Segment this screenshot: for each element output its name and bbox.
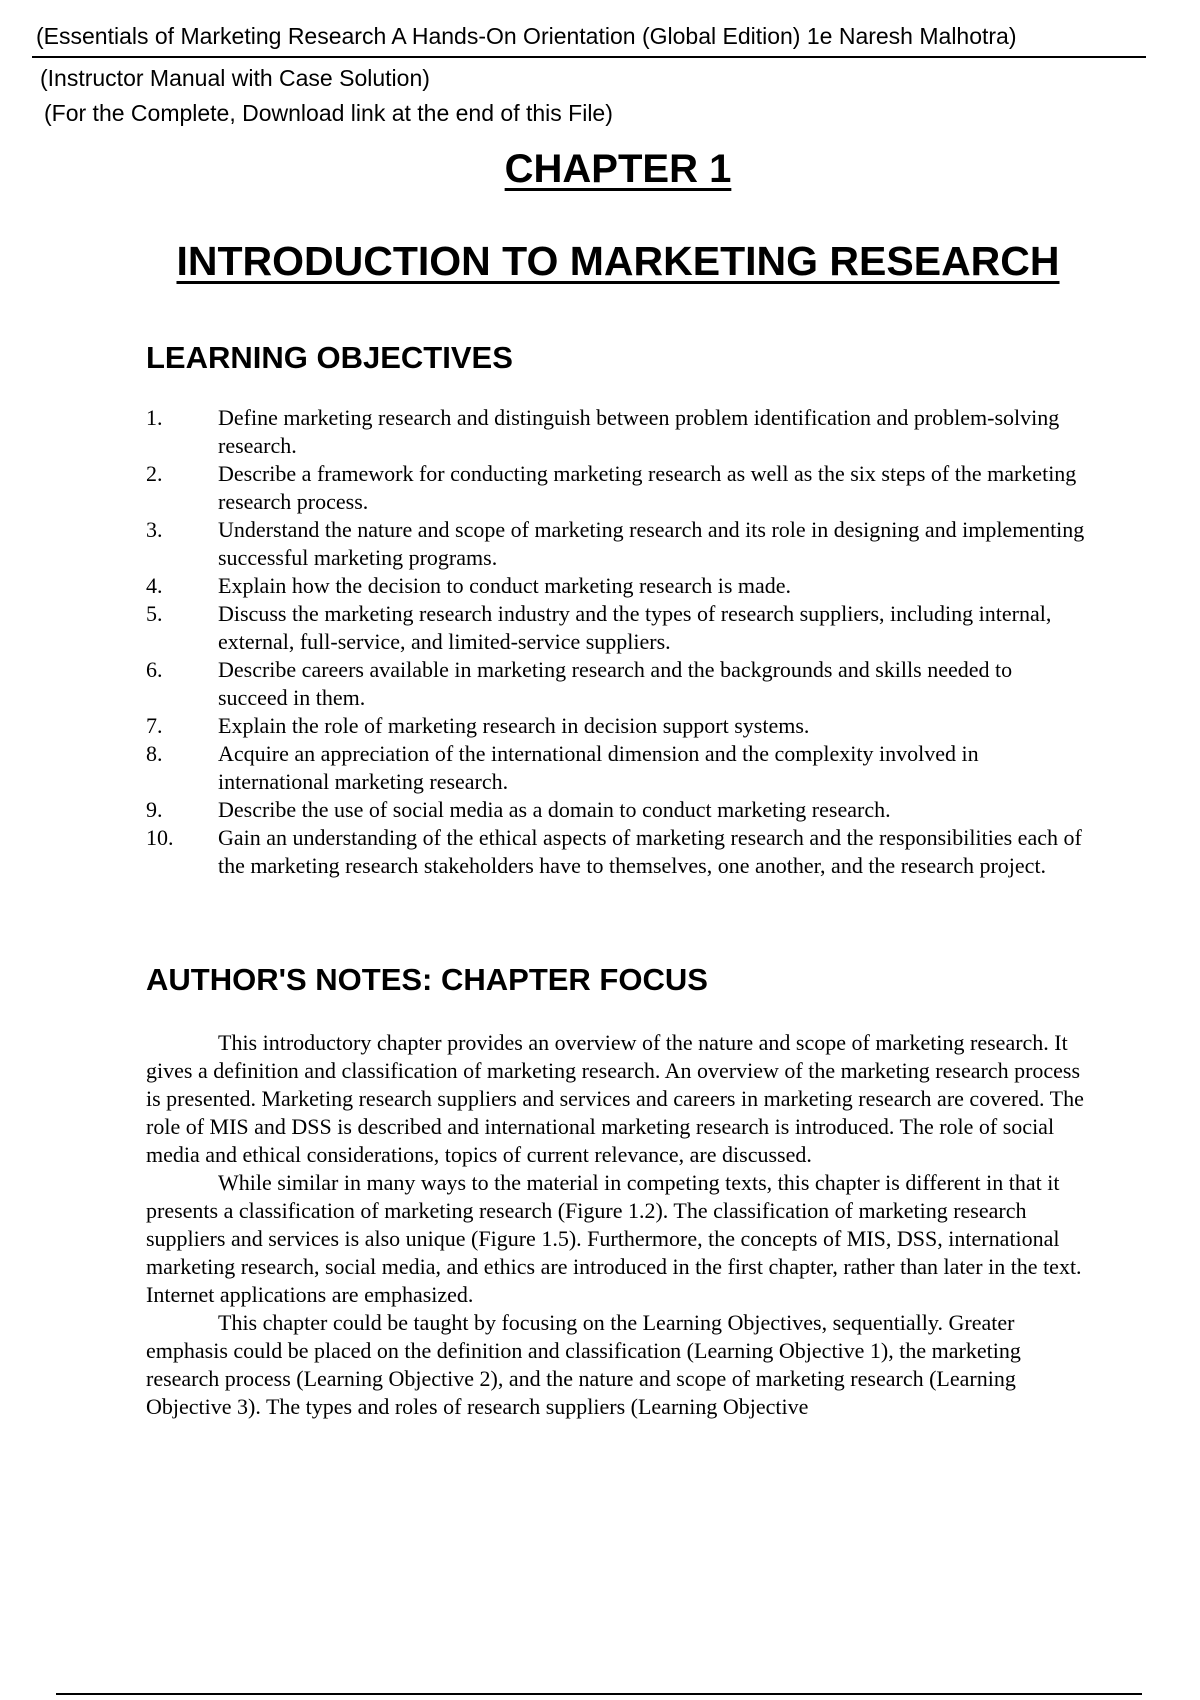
list-item [146, 740, 1086, 796]
list-item-number: 8. [146, 741, 163, 766]
notes-paragraph: This introductory chapter provides an overview of the nature and scope of marketing research. It gives a definition and classification of marketing research. An overview of the marketing research process is presented. Marketing research suppliers and services and careers in marketing research are covered. The role of MIS and DSS is described and international marketing research is introduced. The role of social media and ethical considerations, topics of current relevance, are discussed. [146, 1030, 1084, 1167]
list-item [146, 600, 1086, 656]
list-item-number: 3. [146, 517, 163, 542]
list-item-text: Acquire an appreciation of the international dimension and the complexity involved in international marketing research. [218, 741, 979, 794]
list-item-number: 6. [146, 657, 163, 682]
list-item [146, 712, 1086, 740]
list-item-text: Explain how the decision to conduct marketing research is made. [218, 573, 792, 598]
download-note: (For the Complete, Download link at the end of this File) [44, 100, 613, 126]
chapter-title-heading [0, 236, 1200, 286]
list-item-text: Discuss the marketing research industry and the types of research suppliers, including internal, external, full-service, and limited-service suppliers. [218, 601, 1052, 654]
learning-objectives-list [146, 404, 1086, 880]
list-item-text: Explain the role of marketing research in decision support systems. [218, 713, 810, 738]
book-title-line: (Essentials of Marketing Research A Hands-On Orientation (Global Edition) 1e Naresh Malhotra) [36, 23, 1017, 49]
chapter-number-heading [0, 145, 1200, 193]
list-item [146, 572, 1086, 600]
footer-rule [56, 1693, 1142, 1695]
list-item-text: Understand the nature and scope of marketing research and its role in designing and implementing successful marketing programs. [218, 517, 1085, 570]
list-item-text: Gain an understanding of the ethical aspects of marketing research and the responsibilities each of the marketing research stakeholders have to themselves, one another, and the research project. [218, 825, 1082, 878]
chapter-number-text: CHAPTER 1 [504, 147, 732, 191]
list-item-number: 1. [146, 405, 163, 430]
list-item-text: Describe the use of social media as a domain to conduct marketing research. [218, 797, 891, 822]
authors-notes-body [146, 1029, 1096, 1421]
list-item-text: Describe careers available in marketing research and the backgrounds and skills needed to succeed in them. [218, 657, 1013, 710]
notes-paragraph: While similar in many ways to the material in competing texts, this chapter is different in that it presents a classification of marketing research (Figure 1.2). The classification of marketing research suppliers and services is also unique (Figure 1.5). Furthermore, the concepts of MIS, DSS, international marketing research, social media, and ethics are introduced in the first chapter, rather than later in the text. Internet applications are emphasized. [146, 1170, 1082, 1307]
list-item-number: 2. [146, 461, 163, 486]
header-rule [32, 56, 1146, 58]
list-item-number: 9. [146, 797, 163, 822]
list-item-number: 4. [146, 573, 163, 598]
list-item-number: 10. [146, 825, 174, 850]
list-item-text: Define marketing research and distinguish between problem identification and problem-solving research. [218, 405, 1060, 458]
chapter-title-text: INTRODUCTION TO MARKETING RESEARCH [176, 238, 1060, 284]
list-item [146, 404, 1086, 460]
list-item [146, 516, 1086, 572]
list-item [146, 460, 1086, 516]
learning-objectives-heading: LEARNING OBJECTIVES [146, 340, 513, 375]
list-item-number: 7. [146, 713, 163, 738]
manual-note: (Instructor Manual with Case Solution) [40, 65, 430, 91]
list-item [146, 656, 1086, 712]
list-item-number: 5. [146, 601, 163, 626]
list-item [146, 796, 1086, 824]
notes-paragraph: This chapter could be taught by focusing on the Learning Objectives, sequentially. Greater emphasis could be placed on the definition and classification (Learning Objective 1), the marketing research process (Learning Objective 2), and the nature and scope of marketing research (Learning Objective 3). The types and roles of research suppliers (Learning Objective [146, 1310, 1021, 1419]
authors-notes-heading: AUTHOR'S NOTES: CHAPTER FOCUS [146, 962, 708, 997]
list-item-text: Describe a framework for conducting marketing research as well as the six steps of the marketing research process. [218, 461, 1077, 514]
list-item [146, 824, 1086, 880]
